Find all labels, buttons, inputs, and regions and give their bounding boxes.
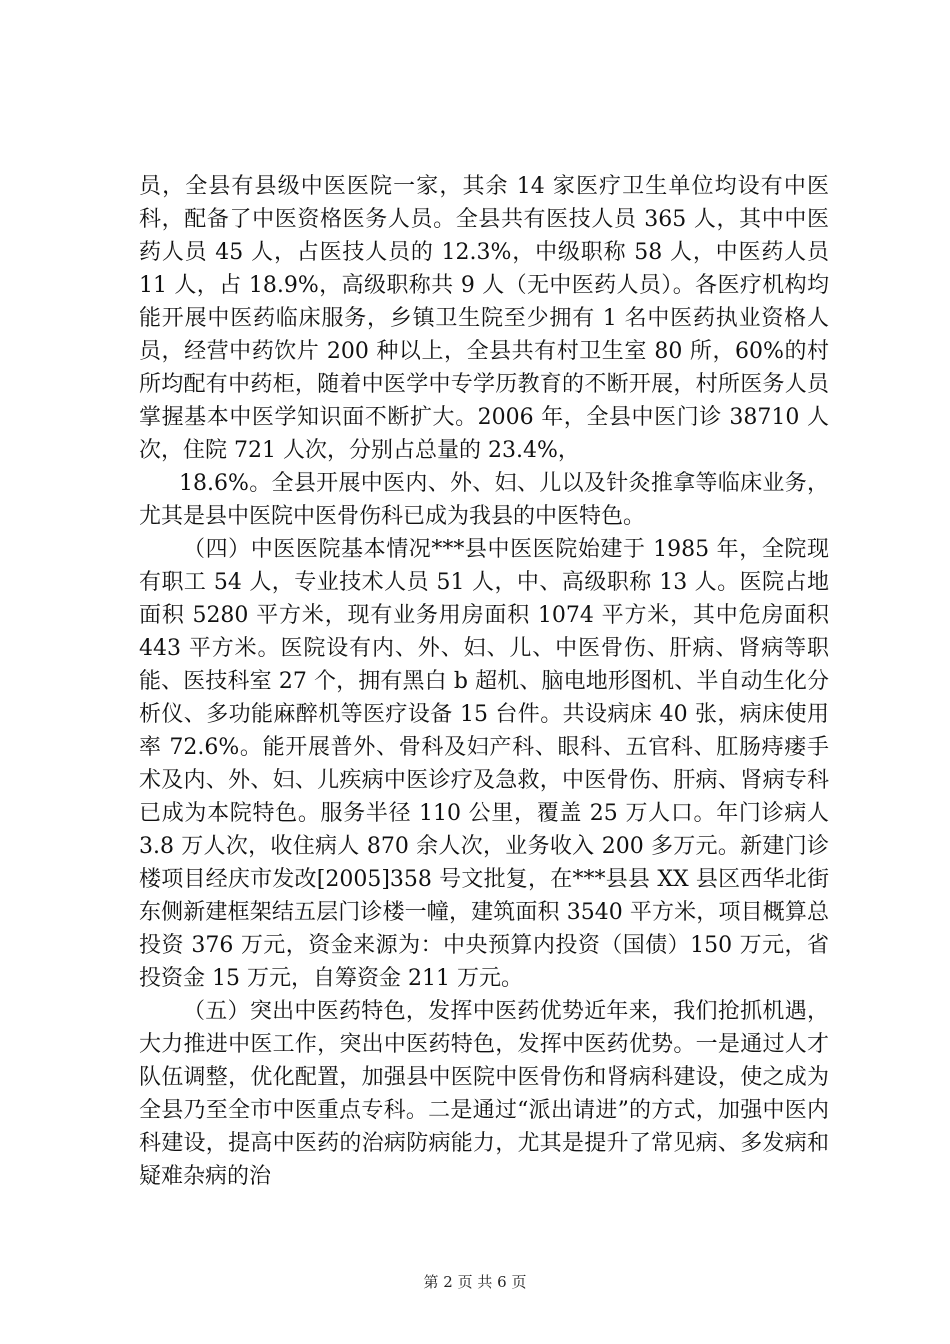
- paragraph-percent-continuation: 18.6%。全县开展中医内、外、妇、儿以及针灸推拿等临床业务，尤其是县中医院中医骨伤科已成为我县的中医特色。: [139, 471, 829, 529]
- paragraph-continued: 员，全县有县级中医医院一家，其余 14 家医疗卫生单位均设有中医科，配备了中医资格医务人员。全县共有医技人员 365 人，其中中医药人员 45 人，占医技人员的 12.3%，中级职称 58 人，中医药人员 11 人，占 18.9%，高级职称共 9 人（无中医药人员）。各医疗机构均能开展中医药临床服务，乡镇卫生院至少拥有 1 名中医药执业资格人员，经营中药饮片 200 种以上，全县共有村卫生室 80 所，60%的村所均配有中药柜，随着中医学中专学历教育的不断开展，村所医务人员掌握基本中医学知识面不断扩大。2006 年，全县中医门诊 38710 人次，住院 721 人次，分别占总量的 23.4%，: [139, 174, 829, 463]
- page-footer: 第 2 页 共 6 页: [423, 1273, 527, 1291]
- document-body: [139, 170, 829, 1193]
- paragraph-tcm-advantages: （五）突出中医药特色，发挥中医药优势近年来，我们抢抓机遇，大力推进中医工作，突出中医药特色，发挥中医药优势。一是通过人才队伍调整，优化配置，加强县中医院中医骨伤和肾病科建设，使之成为全县乃至全市中医重点专科。二是通过“派出请进”的方式，加强中医内科建设，提高中医药的治病防病能力，尤其是提升了常见病、多发病和疑难杂病的治: [139, 999, 829, 1189]
- paragraph-hospital-overview: （四）中医医院基本情况***县中医医院始建于 1985 年，全院现有职工 54 人，专业技术人员 51 人，中、高级职称 13 人。医院占地面积 5280 平方米，现有业务用房面积 1074 平方米，其中危房面积 443 平方米。医院设有内、外、妇、儿、中医骨伤、肝病、肾病等职能、医技科室 27 个，拥有黑白 b 超机、脑电地形图机、半自动生化分析仪、多功能麻醉机等医疗设备 15 台件。共设病床 40 张，病床使用率 72.6%。能开展普外、骨科及妇产科、眼科、五官科、肛肠痔瘘手术及内、外、妇、儿疾病中医诊疗及急救，中医骨伤、肝病、肾病专科已成为本院特色。服务半径 110 公里，覆盖 25 万人口。年门诊病人 3.8 万人次，收住病人 870 余人次，业务收入 200 多万元。新建门诊楼项目经庆市发改[2005]358 号文批复，在***县县 XX 县区西华北街东侧新建框架结五层门诊楼一幢，建筑面积 3540 平方米，项目概算总投资 376 万元，资金来源为：中央预算内投资（国债）150 万元，省投资金 15 万元，自筹资金 211 万元。: [139, 537, 829, 991]
